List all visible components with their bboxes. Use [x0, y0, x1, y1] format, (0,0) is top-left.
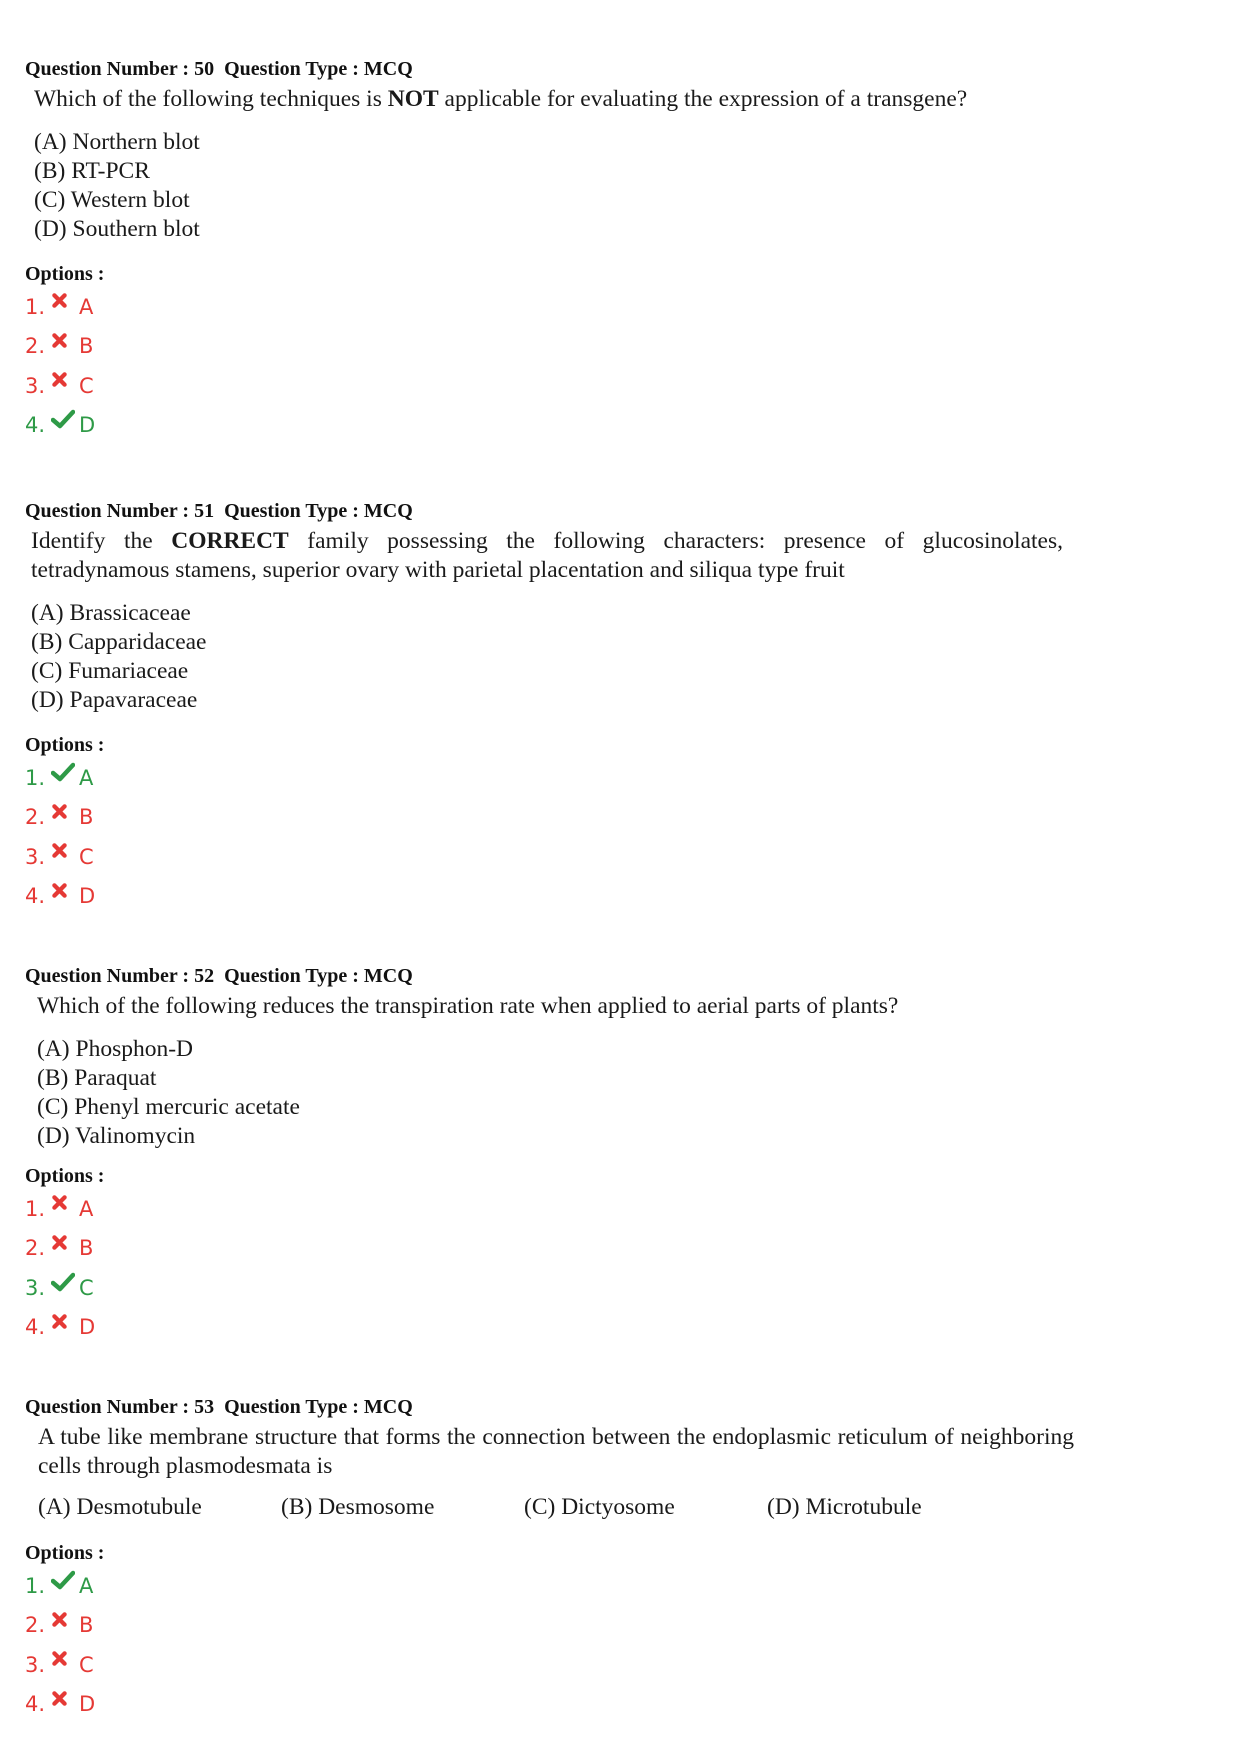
- question-stem: Identify the CORRECT family possessing the following characters: presence of glucosinolates, tetradynamous stamens, superior ovary with parietal placentation and siliqua type fruit: [31, 528, 1063, 583]
- cross-icon: [51, 292, 79, 309]
- option-letter: D: [79, 413, 96, 438]
- option-number: 4.: [25, 1315, 46, 1340]
- question-stem: Which of the following techniques is NOT applicable for evaluating the expression of a transgene?: [34, 86, 968, 112]
- answer-choices: [25, 128, 1215, 244]
- option-number: 1.: [25, 1573, 46, 1598]
- options-list: [25, 1566, 1215, 1724]
- cross-icon: [51, 1690, 79, 1707]
- option-number: 2.: [25, 805, 46, 830]
- option-row: [25, 1189, 1215, 1229]
- choice-d: (D) Valinomycin: [37, 1123, 196, 1149]
- options-label: Options :: [25, 1165, 105, 1187]
- cross-icon: [51, 1313, 79, 1330]
- check-icon: [51, 409, 79, 429]
- option-letter: B: [79, 334, 94, 359]
- choice-d: (D) Papavaraceae: [31, 687, 198, 713]
- choice-c: (C) Phenyl mercuric acetate: [37, 1094, 300, 1120]
- option-row: [25, 1308, 1215, 1348]
- check-icon: [51, 1570, 79, 1590]
- options-list: [25, 1189, 1215, 1347]
- question-type: Question Type : MCQ: [224, 965, 413, 987]
- option-letter: B: [79, 1236, 94, 1261]
- options-label: Options :: [25, 263, 105, 285]
- option-row: [25, 1566, 1215, 1606]
- choice-c: (C) Fumariaceae: [31, 658, 189, 684]
- choice-d: (D) Microtubule: [767, 1494, 922, 1520]
- option-row: [25, 798, 1215, 838]
- cross-icon: [51, 1194, 79, 1211]
- option-letter: D: [79, 1315, 96, 1340]
- question-header: [25, 1393, 1215, 1421]
- cross-icon: [51, 882, 79, 899]
- option-number: 3.: [25, 1275, 46, 1300]
- option-row: [25, 758, 1215, 798]
- option-row: [25, 1645, 1215, 1685]
- option-letter: C: [79, 844, 94, 869]
- check-icon: [51, 1272, 79, 1292]
- option-letter: A: [79, 765, 94, 790]
- option-number: 1.: [25, 1196, 46, 1221]
- answer-choices: [25, 599, 1215, 715]
- cross-icon: [51, 803, 79, 820]
- option-row: [25, 1685, 1215, 1725]
- option-letter: C: [79, 1275, 94, 1300]
- choice-a: (A) Phosphon-D: [37, 1036, 194, 1062]
- cross-icon: [51, 1234, 79, 1251]
- choice-a: (A) Desmotubule: [38, 1494, 202, 1520]
- question-header: [25, 962, 1215, 990]
- option-letter: C: [79, 1652, 94, 1677]
- question-number: Question Number : 51: [25, 500, 215, 522]
- options-list: [25, 758, 1215, 916]
- option-number: 1.: [25, 765, 46, 790]
- option-number: 3.: [25, 373, 46, 398]
- option-row: [25, 406, 1215, 446]
- option-row: [25, 327, 1215, 367]
- choice-b: (B) Paraquat: [37, 1065, 157, 1091]
- option-row: [25, 1268, 1215, 1308]
- question-number: Question Number : 50: [25, 58, 215, 80]
- choice-b: (B) Desmosome: [281, 1494, 435, 1520]
- option-number: 4.: [25, 884, 46, 909]
- options-label: Options :: [25, 734, 105, 756]
- option-row: [25, 1229, 1215, 1269]
- option-letter: B: [79, 1613, 94, 1638]
- cross-icon: [51, 1611, 79, 1628]
- option-row: [25, 837, 1215, 877]
- option-row: [25, 287, 1215, 327]
- question-stem: Which of the following reduces the transpiration rate when applied to aerial parts of plants?: [37, 993, 899, 1019]
- option-letter: C: [79, 373, 94, 398]
- question-stem: A tube like membrane structure that forms the connection between the endoplasmic reticulum of neighboring cells through plasmodesmata is: [38, 1424, 1074, 1479]
- option-letter: D: [79, 1692, 96, 1717]
- cross-icon: [51, 842, 79, 859]
- question-block-52: [25, 962, 1215, 1347]
- question-block-51: [25, 497, 1215, 916]
- option-number: 2.: [25, 1236, 46, 1261]
- question-number: Question Number : 53: [25, 1396, 215, 1418]
- option-row: [25, 877, 1215, 917]
- question-type: Question Type : MCQ: [224, 1396, 413, 1418]
- question-block-53: [25, 1393, 1215, 1724]
- question-type: Question Type : MCQ: [224, 58, 413, 80]
- choice-b: (B) RT-PCR: [34, 158, 150, 184]
- option-number: 1.: [25, 294, 46, 319]
- option-number: 2.: [25, 334, 46, 359]
- question-header: [25, 55, 1215, 83]
- check-icon: [51, 762, 79, 782]
- answer-choices: [25, 1493, 1215, 1522]
- options-label: Options :: [25, 1542, 105, 1564]
- choice-b: (B) Capparidaceae: [31, 629, 207, 655]
- cross-icon: [51, 371, 79, 388]
- options-list: [25, 287, 1215, 445]
- option-letter: A: [79, 1573, 94, 1598]
- option-letter: D: [79, 884, 96, 909]
- option-row: [25, 366, 1215, 406]
- answer-choices: [25, 1035, 1215, 1151]
- choice-a: (A) Brassicaceae: [31, 600, 191, 626]
- option-number: 3.: [25, 844, 46, 869]
- option-number: 2.: [25, 1613, 46, 1638]
- option-number: 3.: [25, 1652, 46, 1677]
- cross-icon: [51, 332, 79, 349]
- question-block-50: [25, 55, 1215, 445]
- question-header: [25, 497, 1215, 525]
- cross-icon: [51, 1650, 79, 1667]
- choice-d: (D) Southern blot: [34, 216, 200, 242]
- question-type: Question Type : MCQ: [224, 500, 413, 522]
- option-letter: A: [79, 1196, 94, 1221]
- option-letter: A: [79, 294, 94, 319]
- choice-c: (C) Western blot: [34, 187, 190, 213]
- option-number: 4.: [25, 1692, 46, 1717]
- option-row: [25, 1606, 1215, 1646]
- option-letter: B: [79, 805, 94, 830]
- choice-a: (A) Northern blot: [34, 129, 200, 155]
- option-number: 4.: [25, 413, 46, 438]
- choice-c: (C) Dictyosome: [524, 1494, 675, 1520]
- question-number: Question Number : 52: [25, 965, 215, 987]
